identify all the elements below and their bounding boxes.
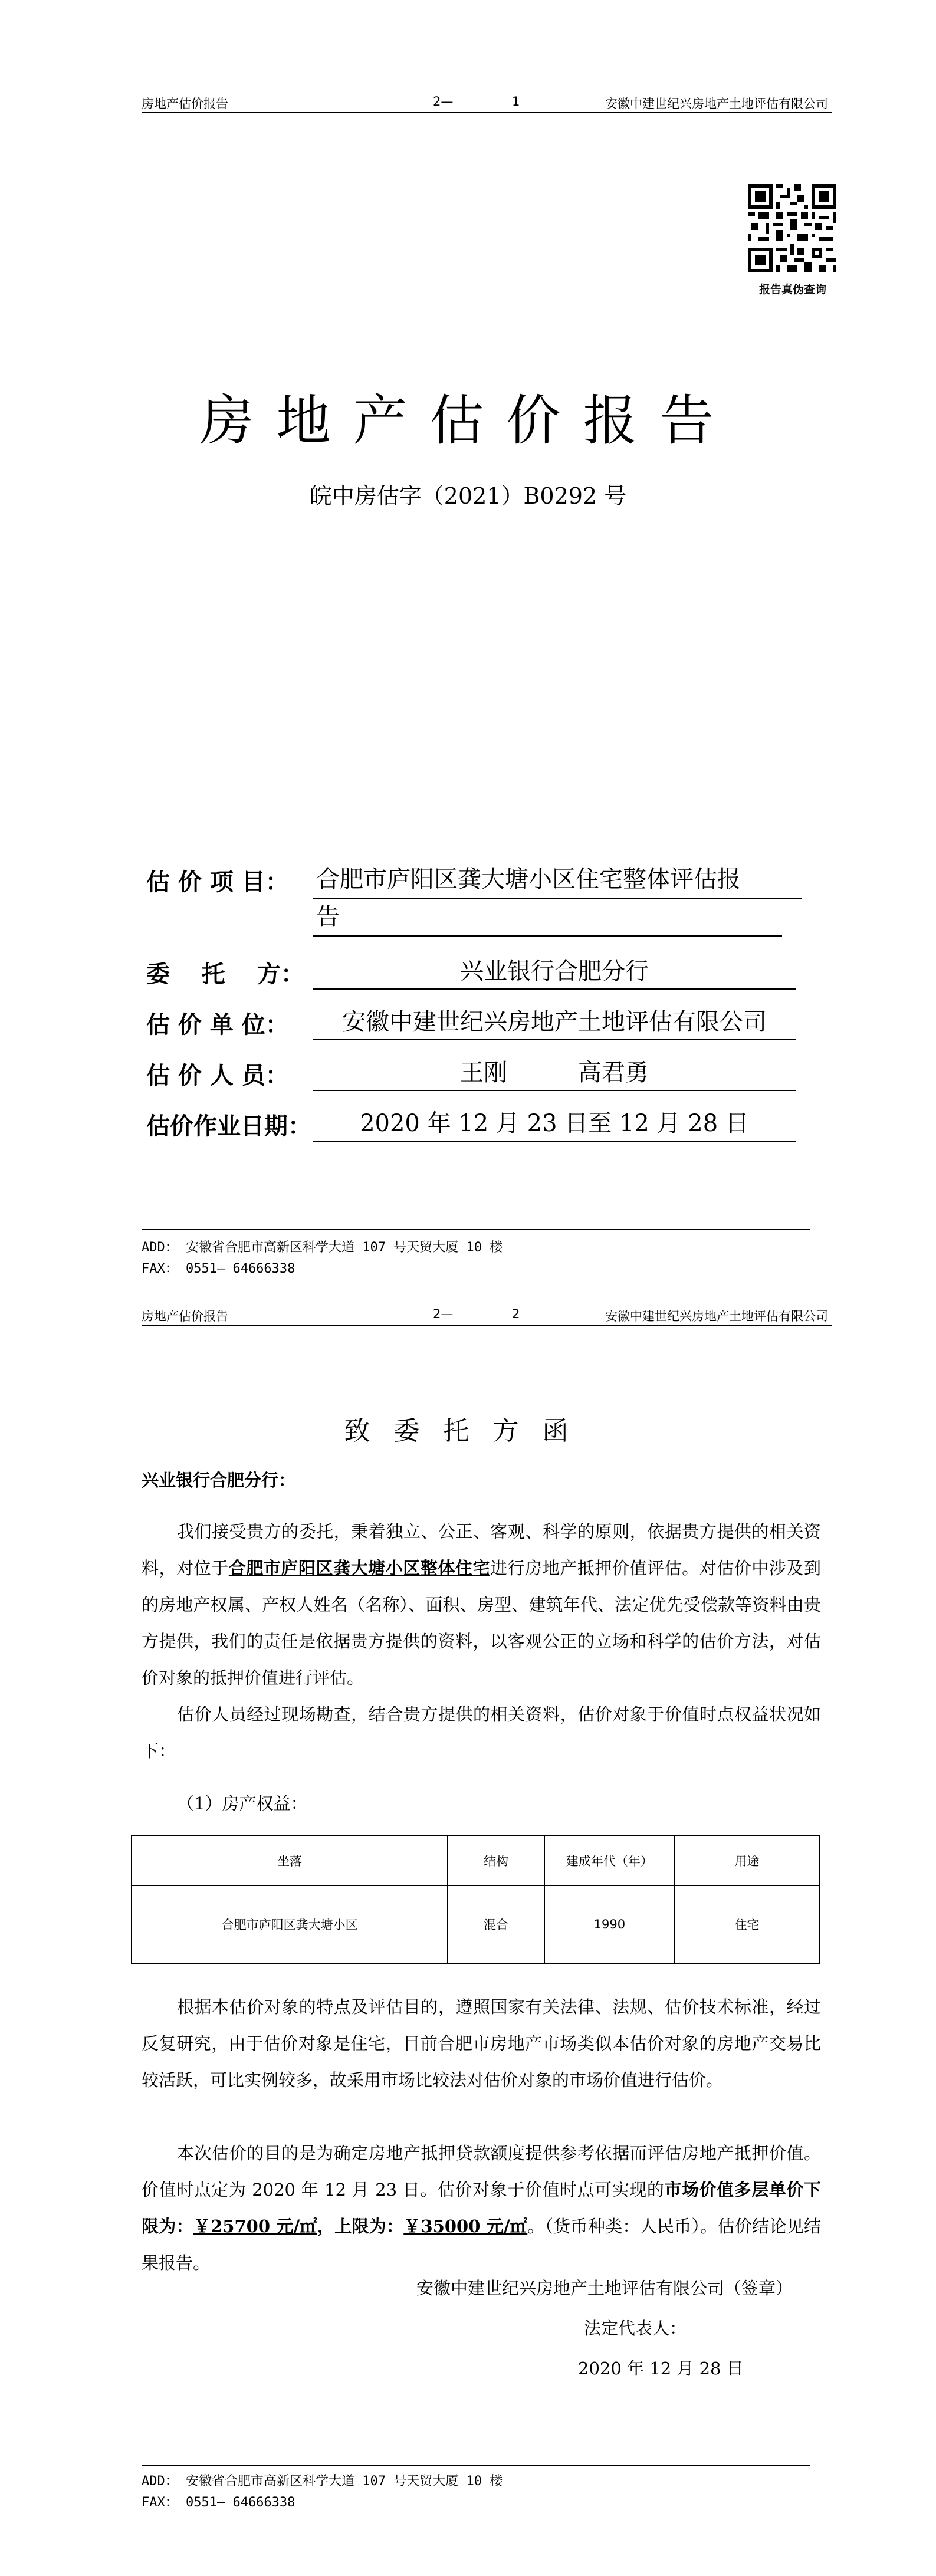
text-run: 。（货币种类：人民币）。估价结论见结果报告。 [142,2216,821,2273]
paragraph-text: 根据本估价对象的特点及评估目的，遵照国家有关法律、法规、估价技术标准，经过反复研究，由于估价对象是住宅，目前合肥市房地产市场类似本估价对象的房地产交易比较活跃，可比实例较多，故采用市场比较法对估价对象的市场价值进行估价。 [142,1997,821,2090]
text-run: 进行房地产抵押价值评估。对估价中涉及到的房地产权属、产权人姓名（名称）、面积、房型、建筑年代、法定优先受偿款等资料由贵方提供，我们的责任是依据贵方提供的资料，以客观公正的立场和科学的估价方法，对估价对象的抵押价值进行评估。 [142,1558,821,1688]
table-header-cell: 建成年代（年） [544,1836,675,1885]
header-left-title: 房地产估价报告 [142,97,228,111]
paragraph-text [142,1513,821,1696]
footer-fax: FAX： 0551— 64666338 [142,1261,295,1276]
table-header-cell: 用途 [675,1836,819,1885]
qr-code-icon[interactable] [748,184,836,272]
text-run: 我们接受贵方的委托，秉着独立、公正、客观、科学的原则，依据贵方提供的相关资料，对位于 [142,1522,821,1578]
addressee: 兴业银行合肥分行： [142,1470,296,1490]
info-value-line: 合肥市庐阳区龚大塘小区住宅整体评估报 [313,861,802,899]
info-label: 估 价 人 员： [146,1062,289,1089]
signature-representative: 法定代表人： [584,2318,687,2338]
info-value-line: 告 [313,899,782,937]
footer-divider [142,1229,810,1230]
paragraph-intro [142,1513,821,1696]
table-cell: 合肥市庐阳区龚大塘小区 [132,1885,448,1963]
property-name-highlight: 合肥市庐阳区龚大塘小区整体住宅 [228,1558,491,1578]
header-company: 安徽中建世纪兴房地产土地评估有限公司 [605,1309,828,1323]
footer-contact [142,1237,503,1280]
price-upper-bound: ￥35000 元/㎡ [403,2216,528,2236]
header-company: 安徽中建世纪兴房地产土地评估有限公司 [605,97,828,111]
report-cover-page [0,0,936,1286]
header-page-number: 2 [512,1307,520,1321]
running-header [142,1299,832,1326]
header-page-prefix: 2— [433,94,454,109]
letter-page [0,1286,936,2576]
property-rights-table [131,1835,820,1964]
paragraph-valuation [142,2135,821,2281]
paragraph-text: 估价人员经过现场勘查，结合贵方提供的相关资料，估价对象于价值时点权益状况如下： [142,1704,821,1761]
info-label: 估 价 单 位： [146,1011,289,1039]
info-label: 估 价 项 目： [146,869,289,896]
info-value: 安徽中建世纪兴房地产土地评估有限公司 [313,1004,796,1040]
table-header-row [132,1836,819,1885]
paragraph-method [142,1989,821,2098]
text-run: 本次估价的目的是为确定房地产抵押贷款额度提供参考依据而评估房地产抵押价值。价值时点定为 2020 年 12 月 23 日。估价对象于价值时点可实现的 [142,2143,821,2200]
info-label: 委 托 方： [146,961,304,988]
qr-caption: 报告真伪查询 [758,283,826,296]
report-title: 房地产估价报告 [199,389,737,452]
info-value-project [313,861,802,937]
table-cell: 混合 [448,1885,544,1963]
info-value: 兴业银行合肥分行 [313,953,796,990]
subheading-property-rights: （1）房产权益： [177,1793,308,1813]
info-label: 估价作业日期： [146,1113,311,1140]
footer-address: ADD： 安徽省合肥市高新区科学大道 107 号天贸大厦 10 楼 [142,2474,503,2489]
header-left-title: 房地产估价报告 [142,1309,228,1323]
price-lower-bound: ￥25700 元/㎡ [193,2216,317,2236]
text-run-bold: ，上限为： [317,2216,404,2236]
footer-divider [142,2465,810,2466]
signature-date: 2020 年 12 月 28 日 [578,2358,744,2378]
info-value-wrapper [313,1105,796,1142]
info-value: 王刚 高君勇 [313,1054,796,1091]
table-header-cell: 坐落 [132,1836,448,1885]
table-cell: 住宅 [675,1885,819,1963]
signature-company: 安徽中建世纪兴房地产土地评估有限公司（签章） [416,2278,793,2298]
table-row [132,1885,819,1963]
table-header-cell: 结构 [448,1836,544,1885]
info-value-wrapper [313,1054,796,1091]
running-header [142,86,832,113]
footer-address: ADD： 安徽省合肥市高新区科学大道 107 号天贸大厦 10 楼 [142,1240,503,1255]
header-page-prefix: 2— [433,1307,454,1321]
paragraph-survey [142,1696,821,1769]
info-value-wrapper [313,1004,796,1040]
footer-fax: FAX： 0551— 64666338 [142,2495,295,2510]
report-number: 皖中房估字（2021）B0292 号 [309,483,627,509]
info-value-wrapper [313,953,796,990]
footer-contact [142,2471,503,2513]
info-value: 2020 年 12 月 23 日至 12 月 28 日 [313,1105,796,1142]
header-page-number: 1 [512,94,520,109]
paragraph-text [142,2135,821,2281]
table-cell: 1990 [544,1885,675,1963]
letter-title: 致委托方函 [344,1416,592,1446]
text-run-bold: 市场价值多层单价下限为： [142,2180,821,2236]
